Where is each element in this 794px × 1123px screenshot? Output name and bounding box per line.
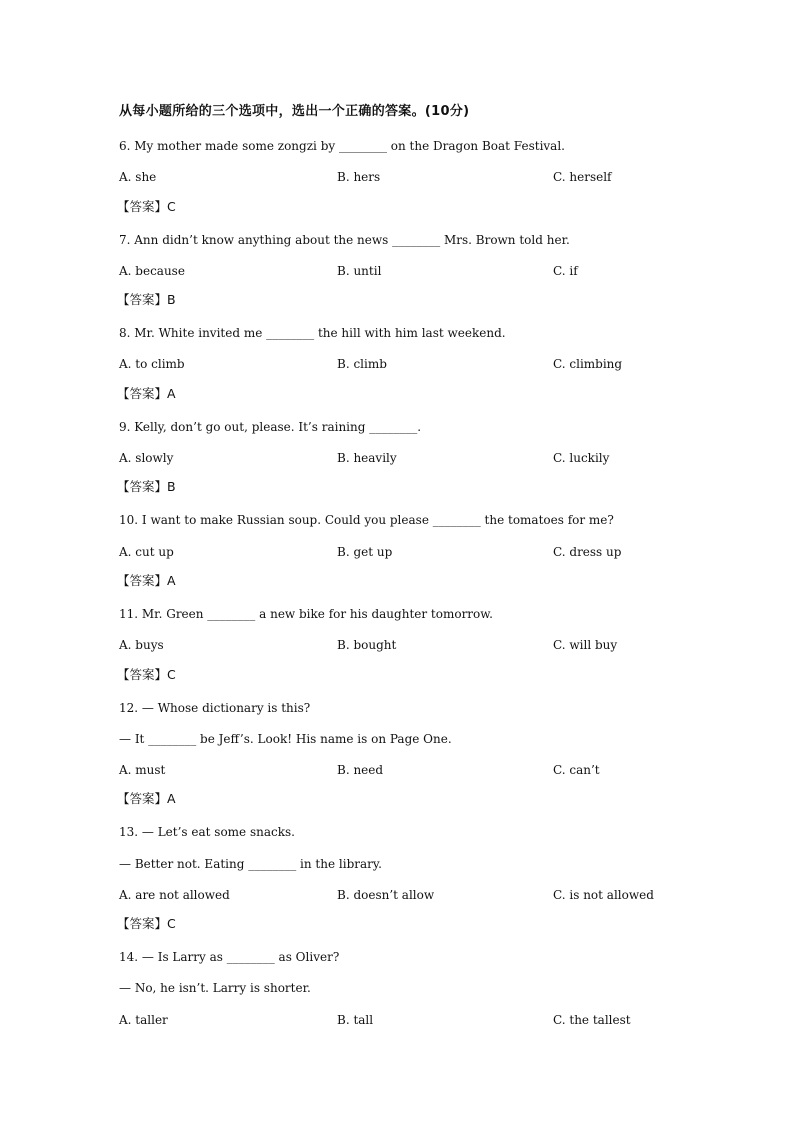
answer-option-b: B. doesn’t allow [337,888,435,902]
answer-option-a: A. cut up [119,545,174,559]
answer-option-c: C. luckily [553,451,610,465]
answer-option-c: C. can’t [553,763,600,777]
answer-option-c: C. will buy [553,638,618,652]
answer-option-b: B. climb [337,357,387,371]
answer-option-a: A. because [119,264,185,278]
answer-option-c: C. the tallest [553,1013,631,1027]
answer-key: 【答案】B [117,292,176,307]
answer-option-a: A. are not allowed [119,888,230,902]
question-dialogue-line: — It ________ be Jeff’s. Look! His name is on Page One. [119,732,452,746]
answer-key: 【答案】C [117,916,176,931]
question-stem: 14. — Is Larry as ________ as Oliver? [119,950,340,964]
answer-option-a: A. buys [119,638,164,652]
answer-key: 【答案】A [117,386,176,401]
answer-option-a: A. she [119,170,157,184]
question-stem: 11. Mr. Green ________ a new bike for his daughter tomorrow. [119,607,493,621]
answer-option-b: B. heavily [337,451,397,465]
answer-option-b: B. hers [337,170,381,184]
answer-option-a: A. taller [119,1013,168,1027]
question-stem: 9. Kelly, don’t go out, please. It’s raining ________. [119,420,422,434]
answer-key: 【答案】B [117,479,176,494]
question-dialogue-line: — Better not. Eating ________ in the library. [119,857,382,871]
answer-option-b: B. tall [337,1013,374,1027]
question-stem: 7. Ann didn’t know anything about the news ________ Mrs. Brown told her. [119,233,570,247]
question-dialogue-line: — No, he isn’t. Larry is shorter. [119,981,311,995]
answer-option-c: C. if [553,264,578,278]
answer-key: 【答案】A [117,573,176,588]
answer-option-b: B. bought [337,638,397,652]
answer-option-b: B. until [337,264,382,278]
answer-key: 【答案】A [117,791,176,806]
answer-option-a: A. to climb [119,357,185,371]
answer-option-c: C. herself [553,170,612,184]
answer-option-c: C. climbing [553,357,623,371]
question-stem: 12. — Whose dictionary is this? [119,701,311,715]
answer-option-a: A. must [119,763,166,777]
answer-option-b: B. need [337,763,384,777]
answer-option-c: C. is not allowed [553,888,654,902]
answer-option-a: A. slowly [119,451,174,465]
answer-key: 【答案】C [117,199,176,214]
question-stem: 10. I want to make Russian soup. Could you please ________ the tomatoes for me? [119,513,614,527]
question-stem: 8. Mr. White invited me ________ the hill with him last weekend. [119,326,506,340]
section-heading: 从每小题所给的三个选项中，选出一个正确的答案。(10分) [119,104,470,119]
answer-key: 【答案】C [117,667,176,682]
answer-option-b: B. get up [337,545,393,559]
answer-option-c: C. dress up [553,545,622,559]
question-stem: 13. — Let’s eat some snacks. [119,825,295,839]
question-stem: 6. My mother made some zongzi by ________ on the Dragon Boat Festival. [119,139,565,153]
